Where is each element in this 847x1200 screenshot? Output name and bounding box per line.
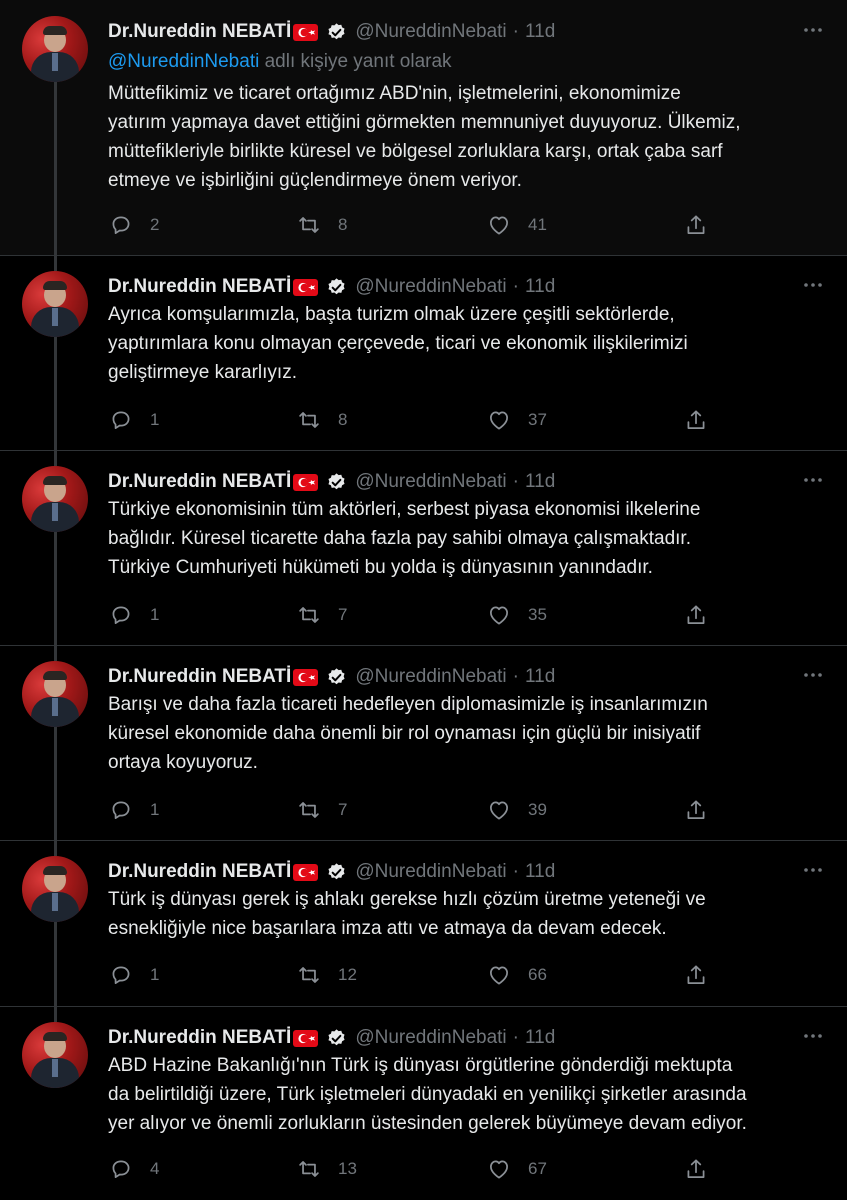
like-button[interactable]: [486, 211, 547, 239]
author-handle[interactable]: @NureddinNebati: [355, 1027, 507, 1048]
verified-badge-icon: [326, 1028, 347, 1049]
author-handle[interactable]: @NureddinNebati: [355, 471, 507, 492]
reply-context: [108, 51, 452, 73]
retweet-icon: [296, 407, 322, 433]
separator-dot: ·: [512, 21, 519, 42]
thread-connector-line: [54, 1006, 57, 1022]
like-icon: [486, 962, 512, 988]
author-name[interactable]: Dr.Nureddin NEBATİ: [108, 471, 292, 492]
tweet[interactable]: [0, 1006, 847, 1200]
tweet-text: [108, 690, 817, 777]
tweet-text-line: Barışı ve daha fazla ticareti hedefleyen diplomasimizle iş insanlarımızın: [108, 694, 708, 715]
tweet-text-line: bağlıdır. Küresel ticarette daha fazla pay sahibi olmaya çalışmaktadır.: [108, 528, 691, 549]
author-name[interactable]: Dr.Nureddin NEBATİ: [108, 666, 292, 687]
thread-connector-line: [54, 645, 57, 661]
avatar-image: [22, 856, 88, 922]
retweet-icon: [296, 602, 322, 628]
share-icon: [683, 797, 709, 823]
tweet-text: [108, 885, 817, 943]
reply-count: 1: [150, 410, 160, 429]
retweet-icon: [296, 962, 322, 988]
separator-dot: ·: [512, 471, 519, 492]
avatar[interactable]: [22, 466, 88, 532]
tweet-actions: [108, 601, 718, 629]
author-handle[interactable]: @NureddinNebati: [355, 861, 507, 882]
avatar-image: [22, 661, 88, 727]
reply-count: 1: [150, 965, 160, 984]
reply-button[interactable]: [108, 961, 159, 989]
tweet-text: [108, 1051, 817, 1138]
more-icon[interactable]: [801, 277, 825, 293]
turkey-flag-icon: [293, 24, 318, 41]
like-button[interactable]: [486, 406, 547, 434]
verified-badge-icon: [326, 22, 347, 43]
tweet-text-line: esnekliğiyle nice başarılara imza attı ve atmaya da devam edecek.: [108, 918, 667, 939]
tweet-text-line: yaptırımlara konu olmayan çerçevede, ticari ve ekonomik ilişkilerimizi: [108, 333, 688, 354]
share-button[interactable]: [683, 211, 709, 239]
tweet-actions: [108, 406, 718, 434]
tweet-timestamp[interactable]: 11d: [524, 21, 556, 42]
tweet-text-line: küresel ekonomide daha önemli bir rol oynaması için güçlü bir inisiyatif: [108, 723, 701, 744]
tweet-text-line: da belirtildiği üzere, Türk işletmeleri dünyadaki en yenilikçi şirketler arasında: [108, 1084, 747, 1105]
like-button[interactable]: [486, 601, 547, 629]
author-name[interactable]: Dr.Nureddin NEBATİ: [108, 21, 292, 42]
verified-badge-icon: [326, 667, 347, 688]
tweet-text-line: yatırım yapmaya davet ettiğini görmekten memnuniyet duyuyoruz. Ülkemiz,: [108, 112, 741, 133]
tweet[interactable]: [0, 0, 847, 255]
thread-connector-line: [54, 337, 57, 450]
retweet-count: 7: [338, 605, 348, 624]
share-icon: [683, 407, 709, 433]
tweet-header: [108, 470, 555, 494]
avatar[interactable]: [22, 16, 88, 82]
author-handle[interactable]: @NureddinNebati: [355, 21, 507, 42]
tweet-text-line: ortaya koyuyoruz.: [108, 752, 258, 773]
turkey-flag-icon: [293, 279, 318, 296]
retweet-count: 8: [338, 410, 348, 429]
retweet-count: 7: [338, 800, 348, 819]
tweet[interactable]: [0, 255, 847, 450]
thread-connector-line: [54, 255, 57, 271]
reply-count: 2: [150, 215, 160, 234]
verified-badge-icon: [326, 277, 347, 298]
tweet-header: [108, 665, 555, 689]
reply-icon: [108, 1156, 134, 1182]
tweet-text-line: müttefikleriyle birlikte küresel ve bölgesel zorluklara karşı, ortak çaba sarf: [108, 141, 723, 162]
tweet-timestamp[interactable]: 11d: [524, 861, 556, 882]
like-count: 66: [528, 965, 547, 984]
reply-icon: [108, 407, 134, 433]
avatar-image: [22, 271, 88, 337]
reply-button[interactable]: [108, 406, 159, 434]
turkey-flag-icon: [293, 1030, 318, 1047]
share-icon: [683, 602, 709, 628]
tweet[interactable]: [0, 840, 847, 1006]
like-button[interactable]: [486, 1155, 547, 1183]
tweet-text-line: etmeye ve işbirliğini güçlendirmeye önem veriyor.: [108, 170, 522, 191]
share-button[interactable]: [683, 796, 709, 824]
retweet-icon: [296, 797, 322, 823]
avatar[interactable]: [22, 661, 88, 727]
retweet-button[interactable]: [296, 1155, 357, 1183]
tweet-actions: [108, 796, 718, 824]
reply-icon: [108, 962, 134, 988]
like-button[interactable]: [486, 796, 547, 824]
avatar[interactable]: [22, 856, 88, 922]
verified-badge-icon: [326, 862, 347, 883]
retweet-button[interactable]: [296, 961, 357, 989]
turkey-flag-icon: [293, 474, 318, 491]
tweet-actions: [108, 1155, 718, 1183]
reply-button[interactable]: [108, 1155, 159, 1183]
thread-connector-line: [54, 450, 57, 466]
separator-dot: ·: [512, 276, 519, 297]
author-name[interactable]: Dr.Nureddin NEBATİ: [108, 1027, 292, 1048]
avatar[interactable]: [22, 271, 88, 337]
verified-badge-icon: [326, 472, 347, 493]
tweet-header: [108, 275, 555, 299]
more-icon[interactable]: [801, 862, 825, 878]
tweet-timestamp[interactable]: 11d: [524, 471, 556, 492]
author-name[interactable]: Dr.Nureddin NEBATİ: [108, 276, 292, 297]
avatar-image: [22, 466, 88, 532]
tweet-header: [108, 1026, 555, 1050]
tweet-text-line: geliştirmeye kararlıyız.: [108, 362, 297, 383]
share-icon: [683, 1156, 709, 1182]
share-button[interactable]: [683, 961, 709, 989]
tweet-header: [108, 860, 555, 884]
thread-connector-line: [54, 922, 57, 1006]
tweet-timestamp[interactable]: 11d: [524, 276, 556, 297]
reply-button[interactable]: [108, 211, 159, 239]
like-icon: [486, 1156, 512, 1182]
author-handle[interactable]: @NureddinNebati: [355, 276, 507, 297]
thread-connector-line: [54, 727, 57, 840]
retweet-count: 8: [338, 215, 348, 234]
tweet-text-line: yer alıyor ve önemli zorlukların üstesinden gelerek büyümeye devam ediyor.: [108, 1113, 747, 1134]
tweet-text-line: Türkiye Cumhuriyeti hükümeti bu yolda iş dünyasının yanındadır.: [108, 557, 653, 578]
like-count: 37: [528, 410, 547, 429]
reply-icon: [108, 602, 134, 628]
thread-connector-line: [54, 532, 57, 645]
tweet-text-line: Türkiye ekonomisinin tüm aktörleri, serbest piyasa ekonomisi ilkelerine: [108, 499, 701, 520]
more-icon[interactable]: [801, 22, 825, 38]
share-button[interactable]: [683, 1155, 709, 1183]
tweet-text-line: Türk iş dünyası gerek iş ahlakı gerekse hızlı çözüm üretme yeteneği ve: [108, 889, 706, 910]
like-count: 35: [528, 605, 547, 624]
share-button[interactable]: [683, 601, 709, 629]
tweet-text: [108, 300, 817, 387]
tweet-timestamp[interactable]: 11d: [524, 666, 556, 687]
tweet-text-line: Ayrıca komşularımızla, başta turizm olmak üzere çeşitli sektörlerde,: [108, 304, 675, 325]
tweet-header: [108, 20, 555, 44]
more-icon[interactable]: [801, 472, 825, 488]
tweet-actions: [108, 961, 718, 989]
like-icon: [486, 602, 512, 628]
like-icon: [486, 407, 512, 433]
retweet-button[interactable]: [296, 796, 347, 824]
retweet-count: 12: [338, 965, 357, 984]
thread-connector-line: [54, 840, 57, 856]
author-name[interactable]: Dr.Nureddin NEBATİ: [108, 861, 292, 882]
like-icon: [486, 212, 512, 238]
like-count: 41: [528, 215, 547, 234]
like-count: 39: [528, 800, 547, 819]
retweet-button[interactable]: [296, 601, 347, 629]
more-icon[interactable]: [801, 1028, 825, 1044]
retweet-icon: [296, 1156, 322, 1182]
reply-button[interactable]: [108, 796, 159, 824]
share-icon: [683, 962, 709, 988]
tweet-actions: [108, 211, 718, 239]
retweet-button[interactable]: [296, 211, 347, 239]
avatar-image: [22, 16, 88, 82]
like-count: 67: [528, 1159, 547, 1178]
reply-icon: [108, 797, 134, 823]
reply-icon: [108, 212, 134, 238]
like-icon: [486, 797, 512, 823]
author-handle[interactable]: @NureddinNebati: [355, 666, 507, 687]
turkey-flag-icon: [293, 669, 318, 686]
share-icon: [683, 212, 709, 238]
tweet-text: [108, 495, 817, 582]
tweet[interactable]: [0, 450, 847, 645]
like-button[interactable]: [486, 961, 547, 989]
retweet-icon: [296, 212, 322, 238]
tweet-timestamp[interactable]: 11d: [524, 1027, 556, 1048]
tweet[interactable]: [0, 645, 847, 840]
reply-context-label: adlı kişiye yanıt olarak: [259, 51, 452, 72]
retweet-count: 13: [338, 1159, 357, 1178]
reply-count: 1: [150, 605, 160, 624]
share-button[interactable]: [683, 406, 709, 434]
separator-dot: ·: [512, 1027, 519, 1048]
reply-mention-link[interactable]: @NureddinNebati: [108, 51, 260, 72]
thread-connector-line: [54, 82, 57, 255]
reply-count: 4: [150, 1159, 160, 1178]
turkey-flag-icon: [293, 864, 318, 881]
avatar-image: [22, 1022, 88, 1088]
retweet-button[interactable]: [296, 406, 347, 434]
separator-dot: ·: [512, 861, 519, 882]
tweet-text: [108, 79, 817, 195]
tweet-text-line: ABD Hazine Bakanlığı'nın Türk iş dünyası örgütlerine gönderdiği mektupta: [108, 1055, 733, 1076]
avatar[interactable]: [22, 1022, 88, 1088]
more-icon[interactable]: [801, 667, 825, 683]
tweet-text-line: Müttefikimiz ve ticaret ortağımız ABD'nin, işletmelerini, ekonomimize: [108, 83, 681, 104]
reply-button[interactable]: [108, 601, 159, 629]
separator-dot: ·: [512, 666, 519, 687]
reply-count: 1: [150, 800, 160, 819]
